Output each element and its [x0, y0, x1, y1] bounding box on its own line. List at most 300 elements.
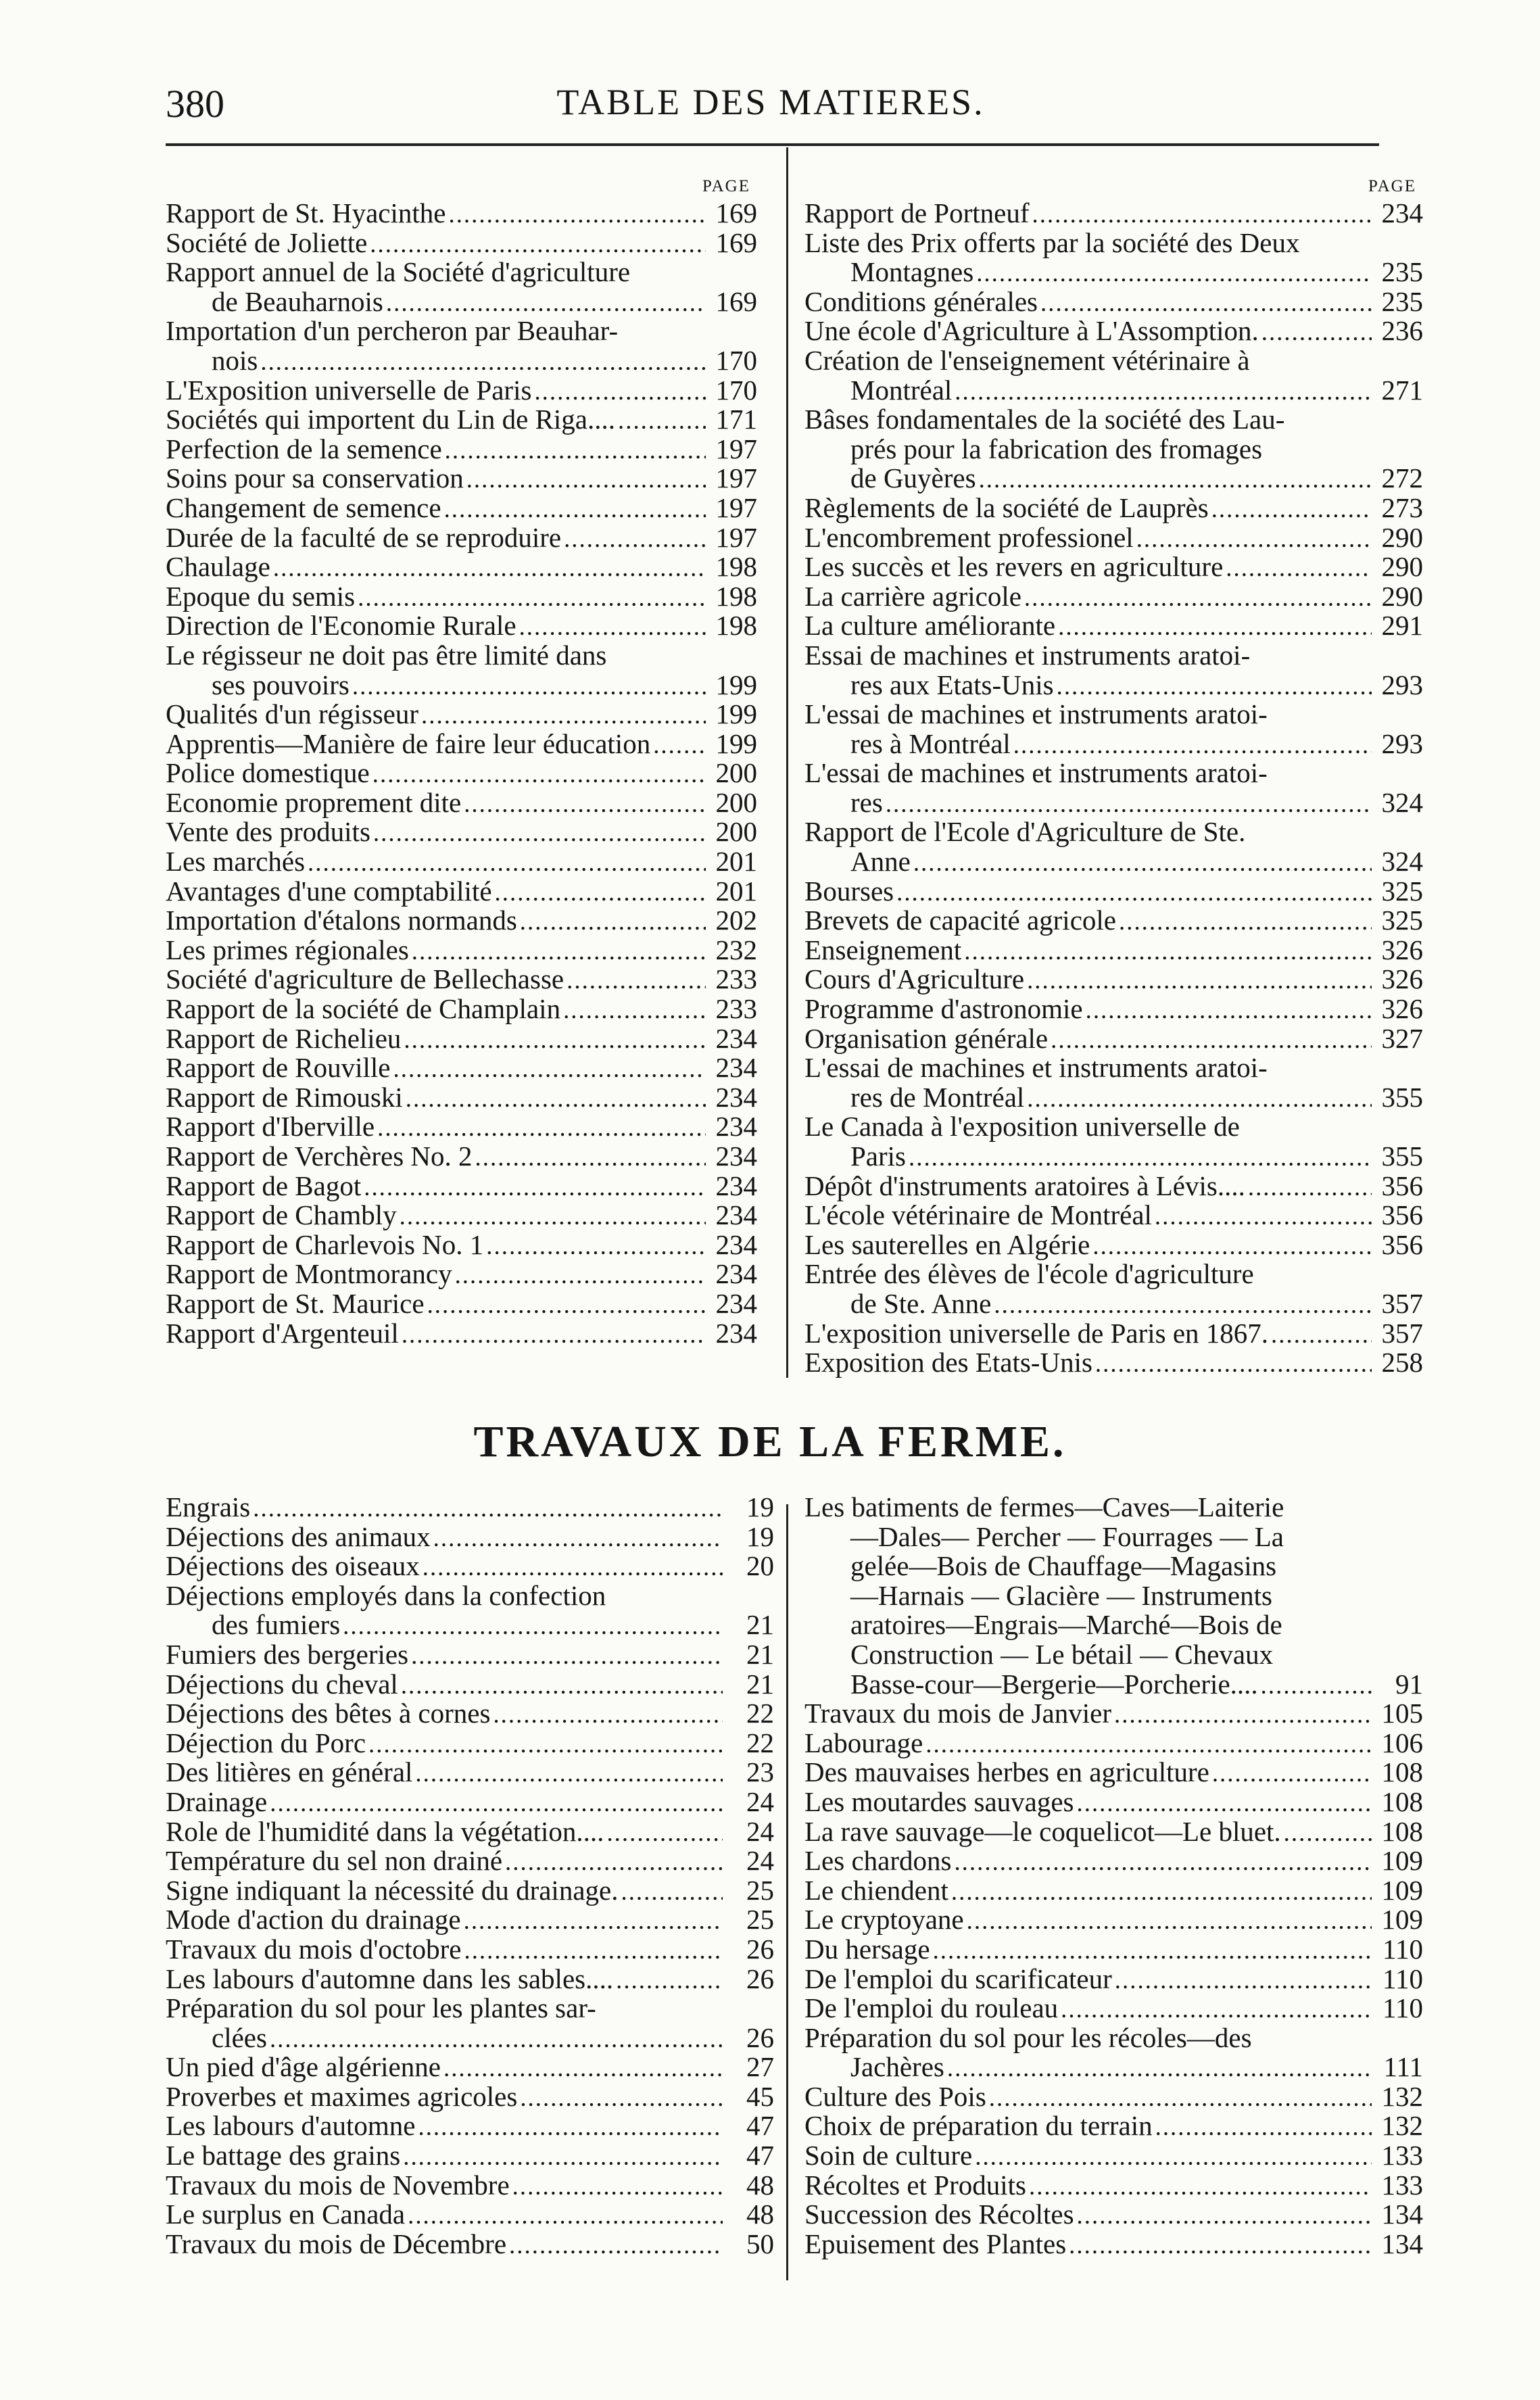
entry-page: 19 [746, 1491, 774, 1522]
dot-leader [1155, 1201, 1372, 1226]
dot-leader [270, 2023, 723, 2048]
toc-entry [166, 936, 757, 965]
entry-page: 21 [746, 1609, 774, 1641]
toc-entry [166, 1787, 774, 1817]
dot-leader [1077, 1787, 1372, 1813]
dot-leader [1069, 2230, 1372, 2255]
entry-title: Basse-cour—Bergerie—Porcherie.... [850, 1668, 1258, 1700]
toc-entry [804, 1053, 1423, 1083]
dot-leader [418, 2111, 723, 2136]
toc-entry [804, 1758, 1423, 1787]
entry-title: Rapport de Bagot [166, 1170, 362, 1201]
dot-leader [925, 1729, 1372, 1754]
entry-title: Enseignement [804, 934, 962, 965]
entry-page: 24 [746, 1785, 774, 1817]
entry-title: des fumiers [212, 1609, 341, 1641]
entry-title: Importation d'un percheron par Beauhar- [166, 315, 619, 347]
entry-title: Culture des Pois [804, 2080, 986, 2112]
toc-entry [166, 226, 757, 258]
toc-entry [166, 641, 757, 671]
entry-title: ses pouvoirs [212, 669, 350, 700]
toc-entry [804, 759, 1423, 788]
entry-title: Rapport de Rouville [166, 1052, 391, 1084]
entry-page: 133 [1381, 2169, 1423, 2201]
toc-entry [804, 611, 1423, 641]
toc-entry [804, 1024, 1423, 1054]
dot-leader [520, 906, 706, 931]
toc-entry [166, 729, 757, 759]
entry-title: Rapport d'Argenteuil [166, 1317, 399, 1349]
entry-title: Apprentis—Manière de faire leur éducation [166, 727, 651, 759]
toc-entry [166, 1112, 757, 1142]
toc-entry [166, 1201, 757, 1230]
entry-page: 170 [715, 374, 757, 406]
entry-page: 232 [715, 934, 757, 965]
toc-entry [804, 2141, 1423, 2171]
entry-page: 171 [715, 404, 757, 435]
entry-page: 235 [1381, 285, 1423, 317]
entry-title: Préparation du sol pour les plantes sar- [166, 1992, 596, 2024]
entry-title: Rapport de Montmorancy [166, 1258, 452, 1290]
entry-title: Les moutardes sauvages [804, 1785, 1074, 1817]
entry-title: Vente des produits [166, 816, 370, 848]
dot-leader [358, 582, 706, 607]
dot-leader [653, 729, 706, 754]
entry-page: 234 [715, 1258, 757, 1290]
entry-title: —Dales— Percher — Fourrages — La [850, 1520, 1284, 1552]
entry-page: 326 [1381, 993, 1423, 1025]
toc-entry [804, 1905, 1423, 1935]
dot-leader [260, 346, 706, 371]
toc-entry [166, 2200, 774, 2230]
entry-page: 326 [1381, 963, 1423, 995]
entry-page: 326 [1381, 934, 1423, 965]
entry-title: Epoque du semis [166, 580, 356, 612]
toc-entry [804, 641, 1423, 671]
entry-page: 234 [715, 1170, 757, 1201]
entry-title: Des mauvaises herbes en agriculture [804, 1756, 1209, 1788]
toc-entry [804, 316, 1423, 346]
entry-title: L'école vétérinaire de Montréal [804, 1199, 1152, 1231]
entry-title: Rapport de Rimouski [166, 1081, 403, 1113]
dot-leader [444, 494, 706, 519]
toc-entry [804, 346, 1423, 376]
toc-entry [166, 1522, 774, 1552]
entry-page: 234 [715, 1022, 757, 1054]
page-column-label: PAGE [1368, 177, 1416, 195]
entry-page: 134 [1381, 2228, 1423, 2259]
entry-page: 325 [1381, 875, 1423, 907]
toc-entry [804, 847, 1423, 877]
toc-entry [804, 1817, 1423, 1847]
toc-entry [804, 1876, 1423, 1906]
entry-title: Anne [850, 846, 911, 878]
section-title: TRAVAUX DE LA FERME. [473, 1417, 1067, 1466]
toc-entry [804, 965, 1423, 994]
entry-title: Programme d'astronomie [804, 993, 1083, 1025]
entry-title: Durée de la faculté de se reproduire [166, 521, 562, 553]
entry-title: Le régisseur ne doit pas être limité dans [166, 639, 607, 671]
toc-entry [804, 1610, 1423, 1640]
dot-leader [1013, 729, 1372, 754]
entry-title: res de Montréal [850, 1081, 1025, 1113]
dot-leader [270, 1787, 723, 1813]
toc-entry [166, 1289, 757, 1319]
entry-page: 357 [1381, 1287, 1423, 1319]
entry-title: L'exposition universelle de Paris en 1867. [804, 1317, 1269, 1349]
entry-page: 21 [746, 1638, 774, 1670]
dot-leader [1027, 965, 1372, 990]
toc-entry [804, 1729, 1423, 1758]
dot-leader [976, 258, 1372, 283]
entry-title: Préparation du sol pour les récoles—des [804, 2021, 1252, 2053]
entry-title: Choix de préparation du terrain [804, 2110, 1153, 2142]
entry-title: Travaux du mois de Novembre [166, 2169, 510, 2201]
entry-page: 234 [715, 1141, 757, 1172]
entry-page: 26 [746, 1933, 774, 1965]
dot-leader [512, 2171, 723, 2196]
dot-leader [1027, 1083, 1372, 1108]
toc-entry [804, 405, 1423, 435]
entry-page: 290 [1381, 580, 1423, 612]
entry-page: 132 [1381, 2110, 1423, 2142]
entry-title: La carrière agricole [804, 580, 1021, 612]
entry-title: Les sauterelles en Algérie [804, 1228, 1090, 1260]
dot-leader [475, 1142, 706, 1167]
dot-leader [393, 1053, 706, 1078]
entry-title: —Harnais — Glacière — Instruments [850, 1579, 1272, 1611]
entry-page: 21 [746, 1668, 774, 1700]
entry-page: 293 [1381, 727, 1423, 759]
dot-leader [408, 2200, 723, 2225]
toc-entry [166, 2023, 774, 2053]
dot-leader [273, 552, 706, 577]
dot-leader [975, 2141, 1372, 2166]
toc-entry [166, 759, 757, 788]
dot-leader [1086, 994, 1372, 1019]
entry-page: 197 [715, 491, 757, 523]
toc-entry [166, 1259, 757, 1289]
toc-entry [804, 700, 1423, 729]
dot-leader [1212, 1758, 1372, 1783]
entry-page: 233 [715, 993, 757, 1025]
dot-leader [1029, 2171, 1372, 2196]
toc-entry [166, 847, 757, 877]
entry-title: Société d'agriculture de Bellechasse [166, 963, 564, 995]
entry-page: 22 [746, 1727, 774, 1758]
entry-title: Rapport de St. Hyacinthe [166, 197, 446, 229]
toc-entry [166, 1699, 774, 1729]
entry-page: 111 [1383, 2051, 1423, 2083]
dot-leader [445, 435, 706, 460]
toc-entry [804, 464, 1423, 494]
dot-leader [563, 994, 706, 1019]
toc-entry [166, 1994, 774, 2023]
entry-title: Drainage [166, 1785, 268, 1817]
entry-title: Qualités d'un régisseur [166, 698, 419, 730]
toc-entry [804, 1935, 1423, 1965]
dot-leader [412, 936, 706, 961]
toc-entry [166, 700, 757, 729]
entry-title: Des litières en général [166, 1756, 413, 1788]
dot-leader [954, 1846, 1372, 1871]
entry-page: 202 [715, 905, 757, 936]
entry-title: Travaux du mois de Décembre [166, 2228, 507, 2259]
dot-leader [464, 1905, 723, 1930]
entry-title: Chaulage [166, 551, 270, 583]
toc-entry [166, 877, 757, 907]
dot-leader [1077, 2200, 1372, 2225]
toc-entry [166, 1172, 757, 1201]
toc-entry [804, 1172, 1423, 1201]
toc-entry [804, 1787, 1423, 1817]
entry-title: Police domestique [166, 757, 370, 789]
entry-page: 272 [1381, 462, 1423, 494]
toc-entry [166, 1319, 757, 1349]
entry-title: Le battage des grains [166, 2140, 401, 2171]
entry-page: 198 [715, 580, 757, 612]
entry-page: 199 [715, 727, 757, 759]
entry-title: Déjections des animaux [166, 1520, 431, 1552]
dot-leader [955, 376, 1372, 401]
entry-title: res à Montréal [850, 727, 1011, 759]
entry-title: Bâses fondamentales de la société des Lau- [804, 404, 1285, 435]
section1-right-column [804, 174, 1423, 1378]
toc-entry [166, 1581, 774, 1611]
entry-title: L'encombrement professionel [804, 521, 1134, 553]
dot-leader [1271, 1319, 1372, 1344]
dot-leader [253, 1493, 723, 1518]
toc-entry [166, 1729, 774, 1758]
entry-page: 198 [715, 610, 757, 642]
dot-leader [427, 1289, 706, 1314]
dot-leader [443, 2053, 723, 2078]
entry-page: 26 [746, 2021, 774, 2053]
toc-entry [804, 435, 1423, 464]
dot-leader [1092, 1230, 1372, 1255]
entry-title: Changement de semence [166, 491, 441, 523]
toc-entry [804, 1640, 1423, 1670]
entry-title: La rave sauvage—le coquelicot—Le bluet. [804, 1815, 1281, 1847]
entry-page: 23 [746, 1756, 774, 1788]
toc-entry [804, 523, 1423, 553]
entry-title: Déjections employés dans la confection [166, 1579, 606, 1611]
entry-page: 25 [746, 1904, 774, 1936]
toc-entry [804, 2200, 1423, 2230]
toc-entry [804, 258, 1423, 287]
dot-leader [1051, 1024, 1372, 1049]
toc-entry [804, 2230, 1423, 2259]
dot-leader [1024, 582, 1372, 607]
dot-leader [464, 1935, 723, 1960]
toc-entry [166, 1552, 774, 1581]
entry-page: 200 [715, 816, 757, 848]
entry-title: L'essai de machines et instruments aratoi- [804, 1052, 1268, 1084]
entry-title: Dépôt d'instruments aratoires à Lévis.... [804, 1170, 1245, 1201]
toc-entry [166, 582, 757, 612]
entry-page: 170 [715, 344, 757, 376]
entry-page: 234 [715, 1317, 757, 1349]
toc-entry [166, 611, 757, 641]
entry-page: 197 [715, 433, 757, 464]
dot-leader [400, 1201, 706, 1226]
toc-entry [804, 1670, 1423, 1700]
toc-entry [804, 226, 1423, 258]
dot-leader [372, 759, 706, 784]
entry-title: Direction de l'Economie Rurale [166, 610, 516, 642]
toc-entry [804, 491, 1423, 523]
entry-page: 108 [1381, 1785, 1423, 1817]
page-number: 380 [166, 82, 224, 126]
entry-page: 355 [1381, 1141, 1423, 1172]
toc-entry [804, 1201, 1423, 1230]
entry-page: 106 [1381, 1727, 1423, 1758]
dot-leader [1095, 1348, 1372, 1373]
toc-entry [166, 1846, 774, 1876]
entry-title: Rapport de l'Ecole d'Agriculture de Ste. [804, 816, 1246, 848]
entry-page: 356 [1381, 1170, 1423, 1201]
entry-title: Construction — Le bétail — Chevaux [850, 1638, 1274, 1670]
entry-title: Déjection du Porc [166, 1727, 366, 1758]
dot-leader [520, 2082, 723, 2107]
toc-entry [166, 906, 757, 936]
toc-entry [804, 1552, 1423, 1581]
toc-entry [166, 1142, 757, 1172]
entry-page: 24 [746, 1815, 774, 1847]
toc-entry [804, 1259, 1423, 1289]
entry-title: Cours d'Agriculture [804, 963, 1025, 995]
entry-page: 110 [1382, 1992, 1423, 2024]
entry-page: 234 [715, 1228, 757, 1260]
toc-entry [166, 1640, 774, 1670]
dot-leader [567, 965, 706, 990]
entry-page: 199 [715, 669, 757, 700]
toc-entry [166, 1965, 774, 1994]
toc-entry [804, 2023, 1423, 2053]
dot-leader [343, 1610, 723, 1635]
toc-entry [166, 1493, 774, 1522]
entry-page: 234 [1381, 197, 1423, 229]
dot-leader [433, 1522, 723, 1547]
dot-leader [616, 1965, 723, 1990]
entry-title: Le surplus en Canada [166, 2199, 406, 2230]
entry-page: 26 [746, 1963, 774, 1994]
entry-title: De l'emploi du rouleau [804, 1992, 1059, 2024]
dot-leader [370, 229, 706, 254]
column-divider [786, 147, 788, 1378]
toc-entry [166, 1905, 774, 1935]
entry-page: 293 [1381, 669, 1423, 700]
entry-title: Epuisement des Plantes [804, 2228, 1067, 2259]
entry-title: Entrée des élèves de l'école d'agriculture [804, 1258, 1254, 1290]
entry-page: 197 [715, 521, 757, 553]
dot-leader [352, 671, 706, 696]
entry-title: Rapport annuel de la Société d'agriculture [166, 256, 631, 288]
entry-title: Proverbes et maximes agricoles [166, 2080, 518, 2112]
entry-title: de Beauharnois [212, 285, 383, 317]
toc-entry [804, 1142, 1423, 1172]
entry-page: 105 [1381, 1698, 1423, 1729]
dot-leader [308, 847, 706, 872]
entry-title: aratoires—Engrais—Marché—Bois de [850, 1609, 1282, 1641]
entry-page: 110 [1382, 1933, 1423, 1965]
entry-title: Les batiments de fermes—Caves—Laiterie [804, 1491, 1284, 1522]
dot-leader [1248, 1172, 1372, 1197]
dot-leader [509, 2230, 723, 2255]
dot-leader [989, 2082, 1372, 2107]
entry-page: 291 [1381, 610, 1423, 642]
dot-leader [421, 700, 706, 725]
entry-title: Rapport de Chambly [166, 1199, 397, 1231]
toc-entry [166, 346, 757, 376]
dot-leader [448, 199, 706, 224]
dot-leader [933, 1935, 1372, 1960]
section1-left-column [166, 174, 757, 1348]
entry-page: 357 [1381, 1317, 1423, 1349]
toc-entry [804, 729, 1423, 759]
entry-page: 109 [1381, 1904, 1423, 1936]
toc-entry [804, 817, 1423, 847]
entry-page: 201 [715, 875, 757, 907]
entry-title: Déjections des oiseaux [166, 1550, 420, 1582]
toc-entry [804, 1581, 1423, 1611]
entry-title: Perfection de la semence [166, 433, 442, 464]
toc-entry [804, 1083, 1423, 1113]
entry-page: 24 [746, 1845, 774, 1877]
entry-title: Travaux du mois de Janvier [804, 1698, 1111, 1729]
dot-leader [411, 1640, 723, 1665]
dot-leader [415, 1758, 723, 1783]
entry-title: Montréal [850, 374, 953, 406]
entry-title: L'essai de machines et instruments aratoi- [804, 757, 1268, 789]
page-header [166, 81, 1376, 135]
column-divider [786, 1504, 788, 2280]
entry-page: 50 [746, 2228, 774, 2259]
dot-leader [423, 1552, 723, 1577]
toc-entry [804, 994, 1423, 1024]
entry-page: 234 [715, 1287, 757, 1319]
toc-entry [804, 582, 1423, 612]
entry-title: Engrais [166, 1491, 251, 1522]
toc-entry [804, 1493, 1423, 1522]
dot-leader [951, 1876, 1372, 1901]
entry-title: Exposition des Etats-Unis [804, 1347, 1092, 1378]
entry-title: Rapport de Richelieu [166, 1022, 402, 1054]
dot-leader [1226, 552, 1372, 577]
toc-entry [166, 552, 757, 582]
entry-page: 198 [715, 551, 757, 583]
toc-entry [166, 2230, 774, 2259]
toc-entry [166, 817, 757, 847]
toc-entry [166, 2141, 774, 2171]
entry-page: 109 [1381, 1845, 1423, 1877]
entry-title: Bourses [804, 875, 894, 907]
dot-leader [519, 611, 706, 636]
entry-title: Société de Joliette [166, 226, 368, 258]
entry-title: La culture améliorante [804, 610, 1056, 642]
entry-page: 169 [715, 197, 757, 229]
toc-entry [804, 671, 1423, 700]
entry-title: Le cryptoyane [804, 1904, 964, 1936]
toc-entry [166, 2111, 774, 2141]
dot-leader [455, 1259, 706, 1285]
entry-page: 91 [1395, 1668, 1423, 1700]
entry-title: Travaux du mois d'octobre [166, 1933, 462, 1965]
entry-page: 133 [1381, 2140, 1423, 2171]
entry-title: gelée—Bois de Chauffage—Magasins [850, 1550, 1277, 1582]
entry-title: Succession des Récoltes [804, 2199, 1074, 2230]
dot-leader [1114, 1699, 1372, 1724]
